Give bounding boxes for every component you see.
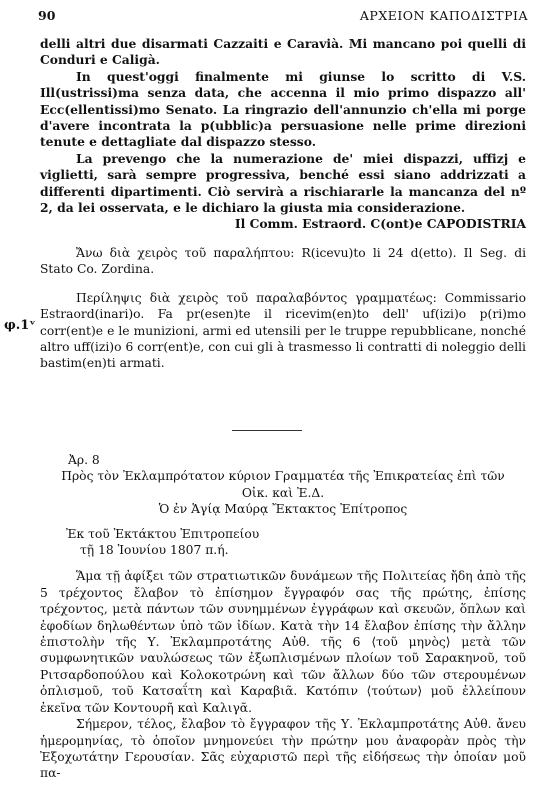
summary-note: Περίληψις διὰ χειρὸς τοῦ παραλαβόντος γραμματέως: Commissario Estraord(inari)o. Fa pr(esen)te il ricevim(en)to dell' uf(izi)o p(ri)mo corr(ent)e e le munizioni, armi ed utensili per le truppe repubblicane, nonché altro uff(izi)o 6 corr(ent)e, con cui gli à trasmesso li contratti di noleggio delli bastim(en)ti armati.	[40, 290, 526, 371]
folio-margin-note: φ.1ᵛ	[4, 318, 36, 333]
letter-number: Ἀρ. 8	[68, 453, 100, 467]
paragraph: La prevengo che la numerazione de' miei dispazzi, uffizj e viglietti, sarà sempre progressiva, benché essi siano addrizzati a differenti dipartimenti. Ciò servirà a rischiararle la mancanza del nº 2, da lei osservata, e le dichiaro la giusta mia considerazione.	[40, 150, 526, 216]
origin-line: Ἐκ τοῦ Ἐκτάκτου Ἐπιτροπείου	[66, 526, 260, 541]
paragraph: Σήμερον, τέλος, ἔλαβον τὸ ἔγγραφον τῆς Υ. Ἐκλαμπροτάτης Αὐθ. ἄνευ ἡμερομηνίας, τὸ ὁποῖον μνημονεύει τὴν πρώτην μου ἀναφορὰν πρὸς τὴν Ἐξοχωτάτην Γερουσίαν. Σᾶς εὐχαριστῶ περὶ τῆς εἰδήσεως τὴν ὁποίαν μοῦ πα-	[40, 717, 526, 781]
section-divider	[232, 430, 302, 431]
greek-letter	[40, 452, 526, 782]
page-number: 90	[38, 8, 56, 23]
paragraph: In quest'oggi finalmente mi giunse lo scritto di V.S. Ill(ustrissi)ma senza data, che accenna il mio primo dispazzo all' Ecc(ellentissi)mo Senato. La ringrazio dell'annunzio ch'ella mi porge d'avere incontrata la p(ubblic)a persuasione nelle prime direzioni tenute e dettagliate dal dispazzo stesso.	[40, 68, 526, 150]
addressee-line: Ὁ ἐν Ἁγίᾳ Μαύρᾳ Ἔκτακτος Ἐπίτροπος	[158, 502, 408, 517]
signature: Il Comm. Estraord. C(ont)e CAPODISTRIA	[234, 216, 526, 232]
italian-letter	[40, 36, 526, 372]
paragraph: Ἅμα τῇ ἀφίξει τῶν στρατιωτικῶν δυνάμεων τῆς Πολιτείας ἤδη ἀπὸ τῆς 5 τρέχοντος ἔλαβον τὸ ἐπίσημον ἔγγραφόν σας τῆς πρώτης, ἐπίσης τρέχοντος, μετὰ πάντων τῶν συνημμένων ἐγγράφων καὶ σκευῶν, ὅπλων καὶ ἐφοδίων δηλωθέντων ὑπὸ τῶν ἰδίων. Κατὰ τὴν 14 ἔλαβον ἐπίσης τὴν ἄλλην ἐπιστολὴν τῆς Υ. Ἐκλαμπροτάτης Αὐθ. τῆς 6 ⟨τοῦ μηνὸς⟩ μετὰ τῶν συμφωνητικῶν ναυλώσεως τῶν ἐξωπλισμένων πλοίων τοῦ Σαρακηνοῦ, τοῦ Ριτσαρδοπούλου καὶ Κολοκοτρώνη καὶ τῶν ἄλλων δύο τῶν στερουμένων ὁπλισμοῦ, τοῦ Κατσαΐτη καὶ Καραβιᾶ. Κατόπιν ⟨τούτων⟩ μοῦ ἐλλείπουν ἐκεῖνα τῶν Κοντουρῆ καὶ Καλιγᾶ.	[40, 569, 526, 715]
receipt-note: Ἄνω διὰ χειρὸς τοῦ παραλήπτου: R(icevu)to li 24 d(etto). Il Seg. di Stato Co. Zordina.	[40, 245, 526, 277]
running-head: ΑΡΧΕΙΟΝ ΚΑΠΟΔΙΣΤΡΙΑ	[359, 8, 528, 23]
date-line: τῇ 18 Ἰουνίου 1807 π.ή.	[80, 543, 229, 558]
paragraph: delli altri due disarmati Cazzaiti e Caravià. Mi mancano poi quelli di Conduri e Caligà.	[40, 36, 526, 68]
page-header	[38, 8, 528, 28]
addressee-line: Οἰκ. καὶ Ἐ.Δ.	[241, 485, 325, 500]
addressee-line: Πρὸς τὸν Ἐκλαμπρότατον κύριον Γραμματέα τῆς Ἐπικρατείας ἐπὶ τῶν	[61, 469, 505, 484]
